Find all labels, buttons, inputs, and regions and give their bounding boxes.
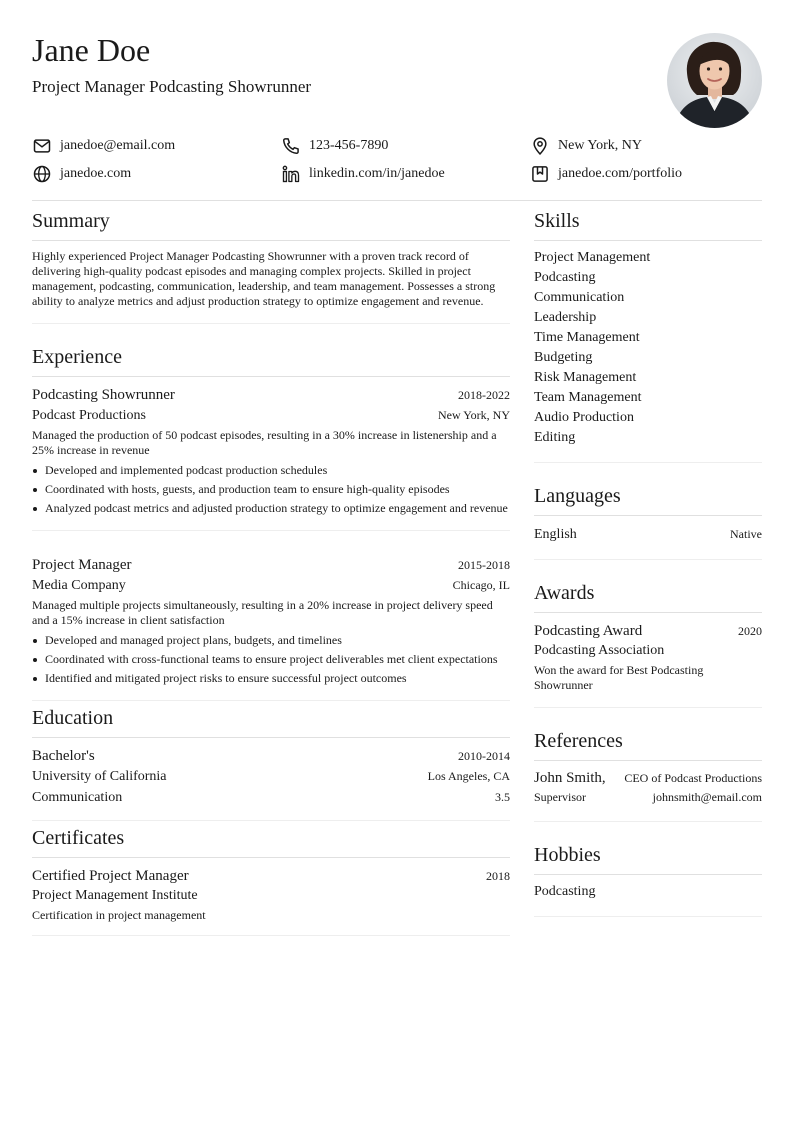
contact-portfolio[interactable] bbox=[530, 162, 682, 186]
skill-item: Leadership bbox=[534, 310, 597, 325]
skill-list bbox=[534, 241, 762, 448]
section-title: Skills bbox=[534, 204, 762, 241]
education-section bbox=[32, 701, 510, 821]
job-location: Chicago, IL bbox=[452, 578, 510, 592]
experience-section bbox=[32, 340, 510, 701]
section-title: Summary bbox=[32, 204, 510, 241]
reference-email[interactable]: johnsmith@email.com bbox=[652, 790, 762, 804]
job-title: Podcasting Showrunner bbox=[32, 387, 175, 403]
skills-section bbox=[534, 204, 762, 463]
certificates-section bbox=[32, 821, 510, 936]
award-year: 2020 bbox=[738, 624, 762, 638]
job-dates: 2015-2018 bbox=[458, 558, 510, 572]
job-location: New York, NY bbox=[437, 408, 510, 422]
contact-phone[interactable] bbox=[281, 134, 388, 158]
job-bullets bbox=[32, 461, 510, 518]
avatar bbox=[667, 33, 762, 128]
candidate-headline: Project Manager Podcasting Showrunner bbox=[32, 77, 312, 96]
contact-location bbox=[530, 134, 642, 158]
company-name: Podcast Productions bbox=[32, 408, 146, 423]
skill-item: Editing bbox=[534, 430, 576, 445]
reference-company: CEO of Podcast Productions bbox=[624, 771, 762, 785]
list-item: Coordinated with cross-functional teams to ensure project deliverables met client expectations bbox=[32, 650, 510, 669]
section-title: References bbox=[534, 724, 762, 761]
language-level: Native bbox=[730, 527, 762, 541]
list-item: Developed and implemented podcast production schedules bbox=[32, 461, 510, 480]
award-issuer: Podcasting Association bbox=[534, 643, 665, 658]
contact-linkedin[interactable] bbox=[281, 162, 445, 186]
email-text: janedoe@email.com bbox=[60, 138, 176, 153]
certificate-issuer: Project Management Institute bbox=[32, 888, 198, 903]
skill-item: Risk Management bbox=[534, 370, 637, 385]
list-item: Coordinated with hosts, guests, and production team to ensure high-quality episodes bbox=[32, 480, 510, 499]
section-title: Experience bbox=[32, 340, 510, 377]
skill-item: Team Management bbox=[534, 390, 642, 405]
references-section bbox=[534, 724, 762, 822]
phone-text: 123-456-7890 bbox=[309, 138, 389, 153]
skill-item: Budgeting bbox=[534, 350, 593, 365]
linkedin-icon bbox=[281, 164, 301, 184]
bookmark-icon bbox=[530, 164, 550, 184]
education-dates: 2010-2014 bbox=[458, 749, 510, 763]
main-column bbox=[32, 204, 510, 936]
experience-entry bbox=[32, 547, 510, 701]
summary-text: Highly experienced Project Manager Podcasting Showrunner with a proven track record of delivering high-quality podcast episodes and managing complex projects. Skilled in project management, podcasting, communication, leadership, and team management. Possesses a strong ability to analyze metrics and adjust production strategy to optimize engagement and revenue. bbox=[32, 249, 496, 308]
globe-icon bbox=[32, 164, 52, 184]
section-title: Certificates bbox=[32, 821, 510, 858]
certificate-description: Certification in project management bbox=[32, 908, 206, 922]
location-text: New York, NY bbox=[558, 138, 643, 153]
experience-entry bbox=[32, 377, 510, 531]
reference-name: John Smith, bbox=[534, 770, 606, 786]
field-of-study: Communication bbox=[32, 790, 123, 805]
portfolio-text: janedoe.com/portfolio bbox=[558, 166, 683, 181]
website-text: janedoe.com bbox=[60, 166, 132, 181]
side-column bbox=[534, 204, 762, 933]
mail-icon bbox=[32, 136, 52, 156]
job-title: Project Manager bbox=[32, 557, 132, 573]
awards-section bbox=[534, 576, 762, 708]
languages-section bbox=[534, 479, 762, 560]
school-location: Los Angeles, CA bbox=[427, 769, 510, 783]
job-bullets bbox=[32, 631, 510, 688]
list-item: Developed and managed project plans, budgets, and timelines bbox=[32, 631, 510, 650]
award-description: Won the award for Best Podcasting Showrunner bbox=[534, 663, 704, 692]
contact-website[interactable] bbox=[32, 162, 131, 186]
degree: Bachelor's bbox=[32, 748, 95, 764]
skill-item: Communication bbox=[534, 290, 625, 305]
gpa: 3.5 bbox=[495, 790, 510, 804]
list-item: Analyzed podcast metrics and adjusted production strategy to optimize engagement and revenue bbox=[32, 499, 510, 518]
job-dates: 2018-2022 bbox=[458, 388, 510, 402]
hobbies-section bbox=[534, 838, 762, 917]
list-item: Identified and mitigated project risks to ensure successful project outcomes bbox=[32, 669, 510, 688]
school-name: University of California bbox=[32, 769, 167, 784]
reference-relation: Supervisor bbox=[534, 790, 586, 804]
section-title: Languages bbox=[534, 479, 762, 516]
skill-item: Time Management bbox=[534, 330, 640, 345]
candidate-name: Jane Doe bbox=[32, 32, 151, 68]
skill-item: Project Management bbox=[534, 250, 651, 265]
skill-item: Podcasting bbox=[534, 270, 596, 285]
company-name: Media Company bbox=[32, 578, 126, 593]
resume-page bbox=[32, 0, 762, 922]
linkedin-text: linkedin.com/in/janedoe bbox=[309, 166, 445, 181]
profile-photo bbox=[667, 33, 762, 128]
language-name: English bbox=[534, 527, 577, 542]
section-title: Education bbox=[32, 701, 510, 738]
hobby-item: Podcasting bbox=[534, 884, 596, 899]
certificate-year: 2018 bbox=[486, 869, 510, 883]
phone-icon bbox=[281, 136, 301, 156]
education-entry bbox=[32, 738, 510, 821]
contact-email[interactable] bbox=[32, 134, 175, 158]
job-summary: Managed the production of 50 podcast episodes, resulting in a 30% increase in listenership and a 25% increase in revenue bbox=[32, 428, 497, 457]
resume-header bbox=[32, 0, 762, 128]
certificate-entry bbox=[32, 858, 510, 936]
summary-section bbox=[32, 204, 510, 324]
section-title: Hobbies bbox=[534, 838, 762, 875]
header-divider bbox=[32, 200, 762, 201]
award-name: Podcasting Award bbox=[534, 623, 643, 639]
job-summary: Managed multiple projects simultaneously, resulting in a 20% increase in project delivery speed and a 15% increase in client satisfaction bbox=[32, 598, 493, 627]
map-pin-icon bbox=[530, 136, 550, 156]
skill-item: Audio Production bbox=[534, 410, 634, 425]
section-title: Awards bbox=[534, 576, 762, 613]
certificate-name: Certified Project Manager bbox=[32, 868, 189, 884]
